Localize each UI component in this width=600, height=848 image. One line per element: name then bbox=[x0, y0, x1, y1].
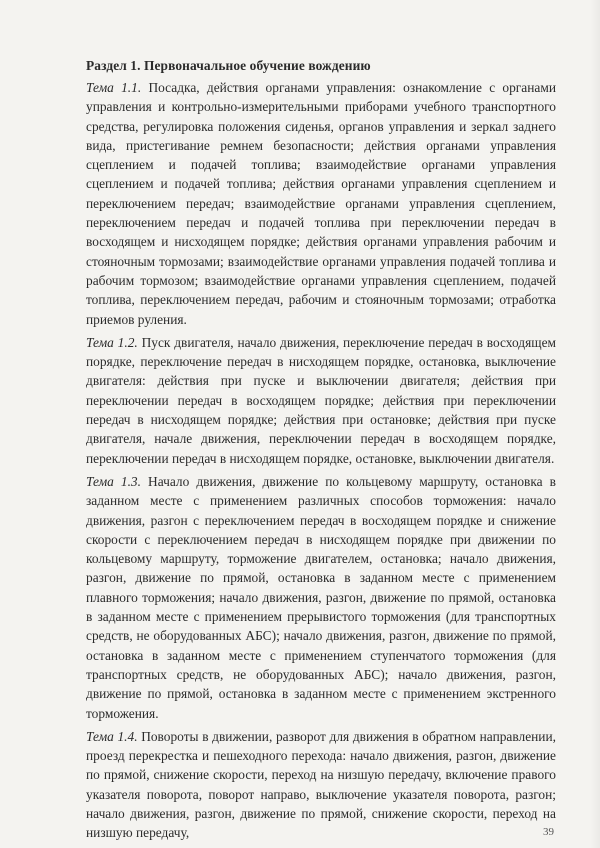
topic-paragraph-1-2 bbox=[86, 333, 556, 468]
topic-text: Пуск двигателя, начало движения, переключение передач в восходящем порядке, переключение передач в нисходящем порядке, остановка, выключение двигателя: действия при пуске и выключении двигателя; действия при переключении передач в восходящем порядке; действия при переключении передач в нисходящем порядке; действия при остановке; действия при пуске двигателя, начале движения, переключении передач в восходящем порядке, переключении передач в нисходящем порядке, остановке, выключении двигателя. bbox=[86, 334, 556, 466]
topic-paragraph-1-4 bbox=[86, 727, 556, 843]
topic-label: Тема 1.1. bbox=[86, 80, 142, 95]
page-number: 39 bbox=[543, 826, 554, 838]
section-title: Раздел 1. Первоначальное обучение вождению bbox=[86, 58, 371, 73]
topic-label: Тема 1.3. bbox=[86, 473, 141, 489]
topic-text: Повороты в движении, разворот для движения в обратном направлении, проезд перекрестка и пешеходного перехода: начало движения, разгон, движение по прямой, снижение скорости, переход на низшую передачу, включение правого указателя поворота, поворот направо, выключение указателя поворота, разгон; начало движения, разгон, движение по прямой, снижение скорости, переход на низшую передачу, bbox=[86, 728, 556, 841]
topic-text: Начало движения, движение по кольцевому маршруту, остановка в заданном месте с применением различных способов торможения: начало движения, разгон с переключением передач в восходящем порядке и снижение скорости с переключением передач в нисходящем порядке при движении по кольцевому маршруту, торможение двигателем, остановка; начало движения, разгон, движение по прямой, остановка в заданном месте с применением плавного торможения; начало движения, разгон, движение по прямой, остановка в заданном месте с применением прерывистого торможения (для транспортных средств, не оборудованных АБС); начало движения, разгон, движение по прямой, остановка в заданном месте с применением ступенчатого торможения (для транспортных средств, не оборудованных АБС); начало движения, разгон, движение по прямой, остановка в заданном месте с применением экстренного торможения. bbox=[86, 473, 557, 721]
topic-paragraph-1-3 bbox=[86, 472, 556, 723]
topic-text: Посадка, действия органами управления: ознакомление с органами управления и контрольно-измерительными приборами учебного транспортного средства, регулировка положения сиденья, органов управления и зеркал заднего вида, пристегивание ремнем безопасности; действия органами управления сцеплением и подачей топлива; взаимодействие органами управления сцеплением и подачей топлива; действия органами управления сцеплением и переключением передач; взаимодействие органами управления сцеплением, переключением передач и подачей топлива при переключении передач в восходящем и нисходящем порядке; действия органами управления рабочим и стояночным тормозами; взаимодействие органами управления подачей топлива и рабочим тормозом; взаимодействие органами управления сцеплением, подачей топлива, переключением передач, рабочим и стояночным тормозами; отработка приемов руления. bbox=[86, 80, 556, 327]
page-edge-shadow bbox=[590, 0, 600, 848]
topic-label: Тема 1.2. bbox=[86, 334, 138, 350]
topic-label: Тема 1.4. bbox=[86, 728, 138, 744]
topic-paragraph-1-1 bbox=[86, 78, 556, 329]
